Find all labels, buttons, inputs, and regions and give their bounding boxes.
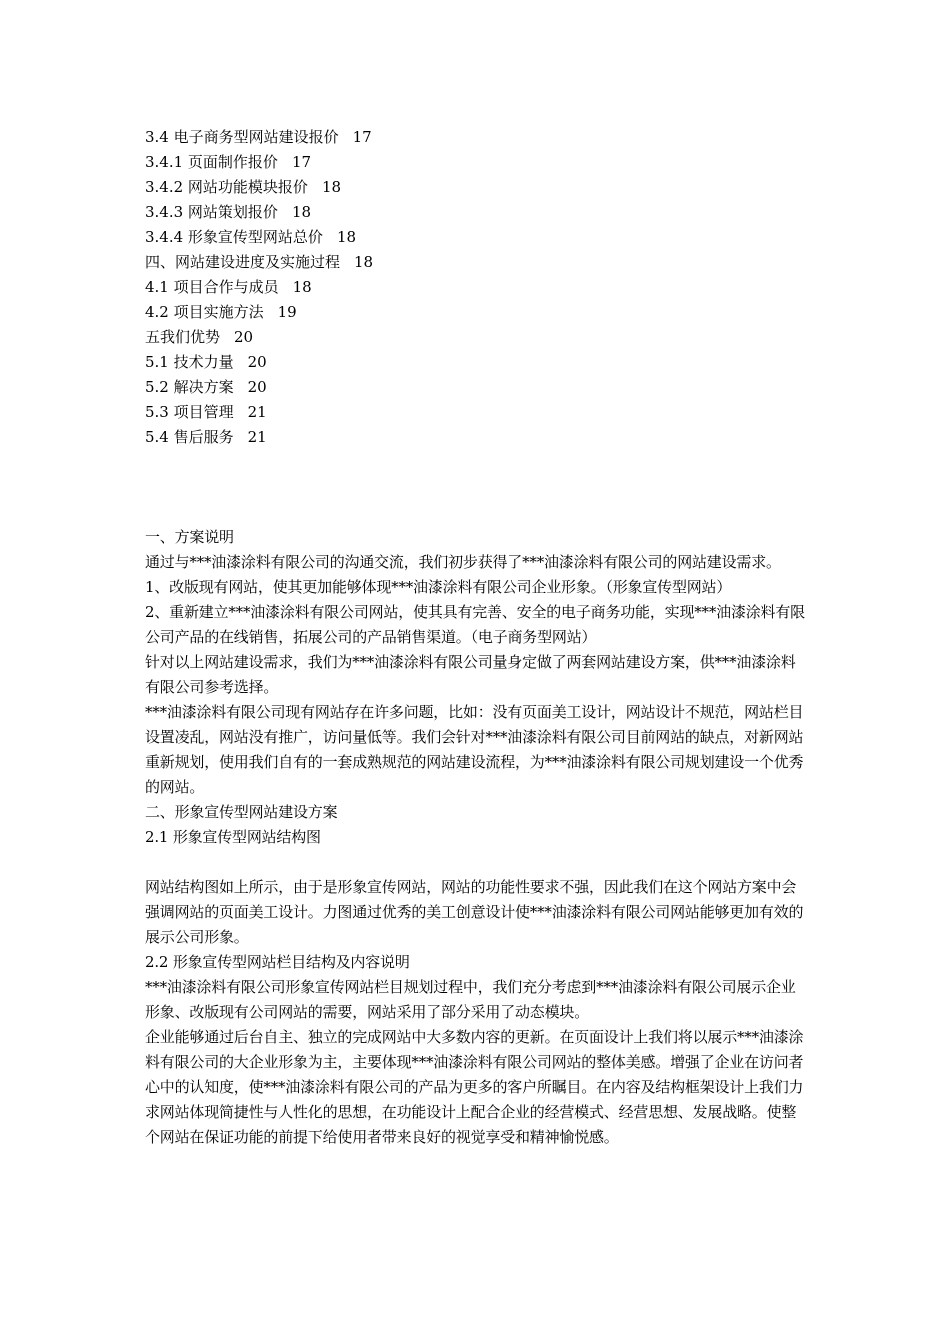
toc-entry-title: 3.4.2 网站功能模块报价: [145, 178, 308, 196]
paragraph: 网站结构图如上所示，由于是形象宣传网站，网站的功能性要求不强，因此我们在这个网站方案中会强调网站的页面美工设计。力图通过优秀的美工创意设计使***油漆涂料有限公司网站能够更加有效的展示公司形象。: [145, 878, 804, 946]
paragraph: 针对以上网站建设需求，我们为***油漆涂料有限公司量身定做了两套网站建设方案，供***油漆涂料有限公司参考选择。: [145, 653, 796, 696]
toc-entry-title: 3.4.1 页面制作报价: [145, 153, 278, 171]
table-of-contents: [145, 125, 745, 450]
toc-entry-title: 5.2 解决方案: [145, 378, 234, 396]
blank-line: [145, 850, 810, 875]
toc-entry-page: 20: [234, 328, 254, 346]
paragraph: 通过与***油漆涂料有限公司的沟通交流，我们初步获得了***油漆涂料有限公司的网站建设需求。: [145, 553, 781, 571]
toc-entry: [145, 200, 745, 225]
toc-entry-page: 18: [292, 278, 312, 296]
toc-entry-page: 18: [336, 228, 357, 246]
toc-entry: [145, 125, 745, 150]
toc-entry-title: 3.4.3 网站策划报价: [145, 203, 278, 221]
paragraph: 2、重新建立***油漆涂料有限公司网站，使其具有完善、安全的电子商务功能，实现***油漆涂料有限公司产品的在线销售，拓展公司的产品销售渠道。（电子商务型网站）: [145, 603, 805, 646]
section-heading: 二、形象宣传型网站建设方案: [145, 803, 338, 821]
paragraph: ***油漆涂料有限公司现有网站存在许多问题，比如：没有页面美工设计，网站设计不规范，网站栏目设置凌乱，网站没有推广，访问量低等。我们会针对***油漆涂料有限公司目前网站的缺点，对新网站重新规划，使用我们自有的一套成熟规范的网站建设流程，为***油漆涂料有限公司规划建设一个优秀的网站。: [145, 703, 804, 796]
toc-entry-title: 5.3 项目管理: [145, 403, 234, 421]
toc-entry-page: 18: [354, 253, 374, 271]
toc-entry: [145, 175, 745, 200]
toc-entry-title: 3.4.4 形象宣传型网站总价: [145, 228, 323, 246]
section-heading: 一、方案说明: [145, 528, 234, 546]
toc-entry-page: 17: [291, 153, 312, 171]
toc-entry-title: 五我们优势: [145, 328, 221, 346]
toc-entry-title: 四、网站建设进度及实施过程: [145, 253, 341, 271]
toc-entry: [145, 250, 745, 275]
toc-entry-page: 21: [247, 428, 267, 446]
subsection-heading: 2.2 形象宣传型网站栏目结构及内容说明: [145, 953, 410, 971]
subsection-heading: 2.1 形象宣传型网站结构图: [145, 828, 321, 846]
toc-entry: [145, 375, 745, 400]
toc-entry: [145, 275, 745, 300]
toc-entry-page: 17: [352, 128, 372, 146]
toc-entry-page: 20: [247, 353, 267, 371]
toc-entry: [145, 225, 745, 250]
paragraph: 企业能够通过后台自主、独立的完成网站中大多数内容的更新。在页面设计上我们将以展示***油漆涂料有限公司的大企业形象为主，主要体现***油漆涂料有限公司网站的整体美感。增强了企业在访问者心中的认知度，使***油漆涂料有限公司的产品为更多的客户所瞩目。在内容及结构框架设计上我们力求网站体现简捷性与人性化的思想，在功能设计上配合企业的经营模式、经营思想、发展战略。使整个网站在保证功能的前提下给使用者带来良好的视觉享受和精神愉悦感。: [145, 1028, 804, 1146]
toc-entry-title: 5.4 售后服务: [145, 428, 234, 446]
paragraph: 1、改版现有网站，使其更加能够体现***油漆涂料有限公司企业形象。（形象宣传型网站）: [145, 578, 732, 596]
toc-entry-title: 4.1 项目合作与成员: [145, 278, 279, 296]
toc-entry: [145, 400, 745, 425]
toc-entry-page: 19: [277, 303, 297, 321]
toc-entry-page: 18: [291, 203, 312, 221]
paragraph: ***油漆涂料有限公司形象宣传网站栏目规划过程中，我们充分考虑到***油漆涂料有限公司展示企业形象、改版现有公司网站的需要，网站采用了部分采用了动态模块。: [145, 978, 796, 1021]
document-body: [145, 525, 810, 1150]
toc-entry-title: 4.2 项目实施方法: [145, 303, 264, 321]
toc-entry-title: 3.4 电子商务型网站建设报价: [145, 128, 339, 146]
toc-entry: [145, 150, 745, 175]
toc-entry: [145, 325, 745, 350]
toc-entry: [145, 300, 745, 325]
toc-entry: [145, 425, 745, 450]
toc-entry-page: 21: [247, 403, 267, 421]
toc-entry-page: 20: [247, 378, 267, 396]
toc-entry-title: 5.1 技术力量: [145, 353, 234, 371]
toc-entry-page: 18: [321, 178, 342, 196]
toc-entry: [145, 350, 745, 375]
